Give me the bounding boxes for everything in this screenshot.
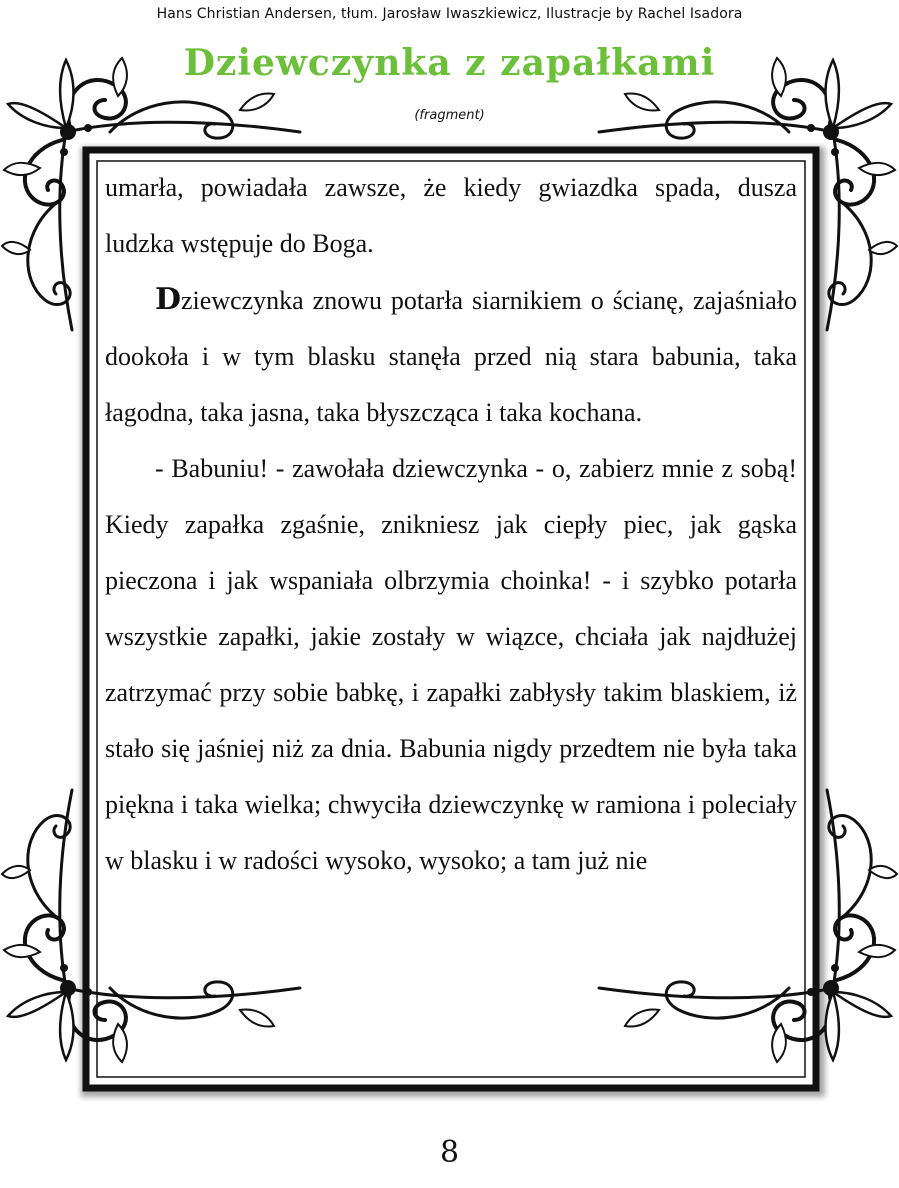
- decorative-initial: D: [155, 282, 182, 317]
- story-text: [105, 160, 797, 889]
- paragraph-2-text: ziewczynka znowu potarła siarnikiem o ścianę, zajaśniało dookoła i w tym blasku stanęła przed nią stara babunia, taka łagodna, taka jasna, taka błyszcząca i taka kochana.: [105, 286, 797, 427]
- page-number: 8: [439, 1135, 460, 1170]
- paragraph-1: umarła, powiadała zawsze, że kiedy gwiazdka spada, dusza ludzka wstępuje do Boga.: [105, 173, 797, 258]
- book-credit: Hans Christian Andersen, tłum. Jarosław Iwaszkiewicz, Ilustracje by Rachel Isadora: [156, 6, 743, 22]
- paragraph-3: - Babuniu! - zawołała dziewczynka - o, zabierz mnie z sobą! Kiedy zapałka zgaśnie, znikniesz jak ciepły piec, jak gąska pieczona i jak wspaniała olbrzymia choinka! - i szybko potarła wszystkie zapałki, jakie zostały w wiązce, chciała jak najdłużej zatrzymać przy sobie babkę, i zapałki zabłysły takim blaskiem, iż stało się jaśniej niż za dnia. Babunia nigdy przedtem nie była taka piękna i taka wielka; chwyciła dziewczynkę w ramiona i poleciały w blasku i w radości wysoko, wysoko; a tam już nie: [105, 454, 797, 875]
- page-title: Dziewczynka z zapałkami: [183, 42, 716, 84]
- page-subtitle: (fragment): [414, 108, 485, 123]
- paragraph-2: [105, 272, 797, 441]
